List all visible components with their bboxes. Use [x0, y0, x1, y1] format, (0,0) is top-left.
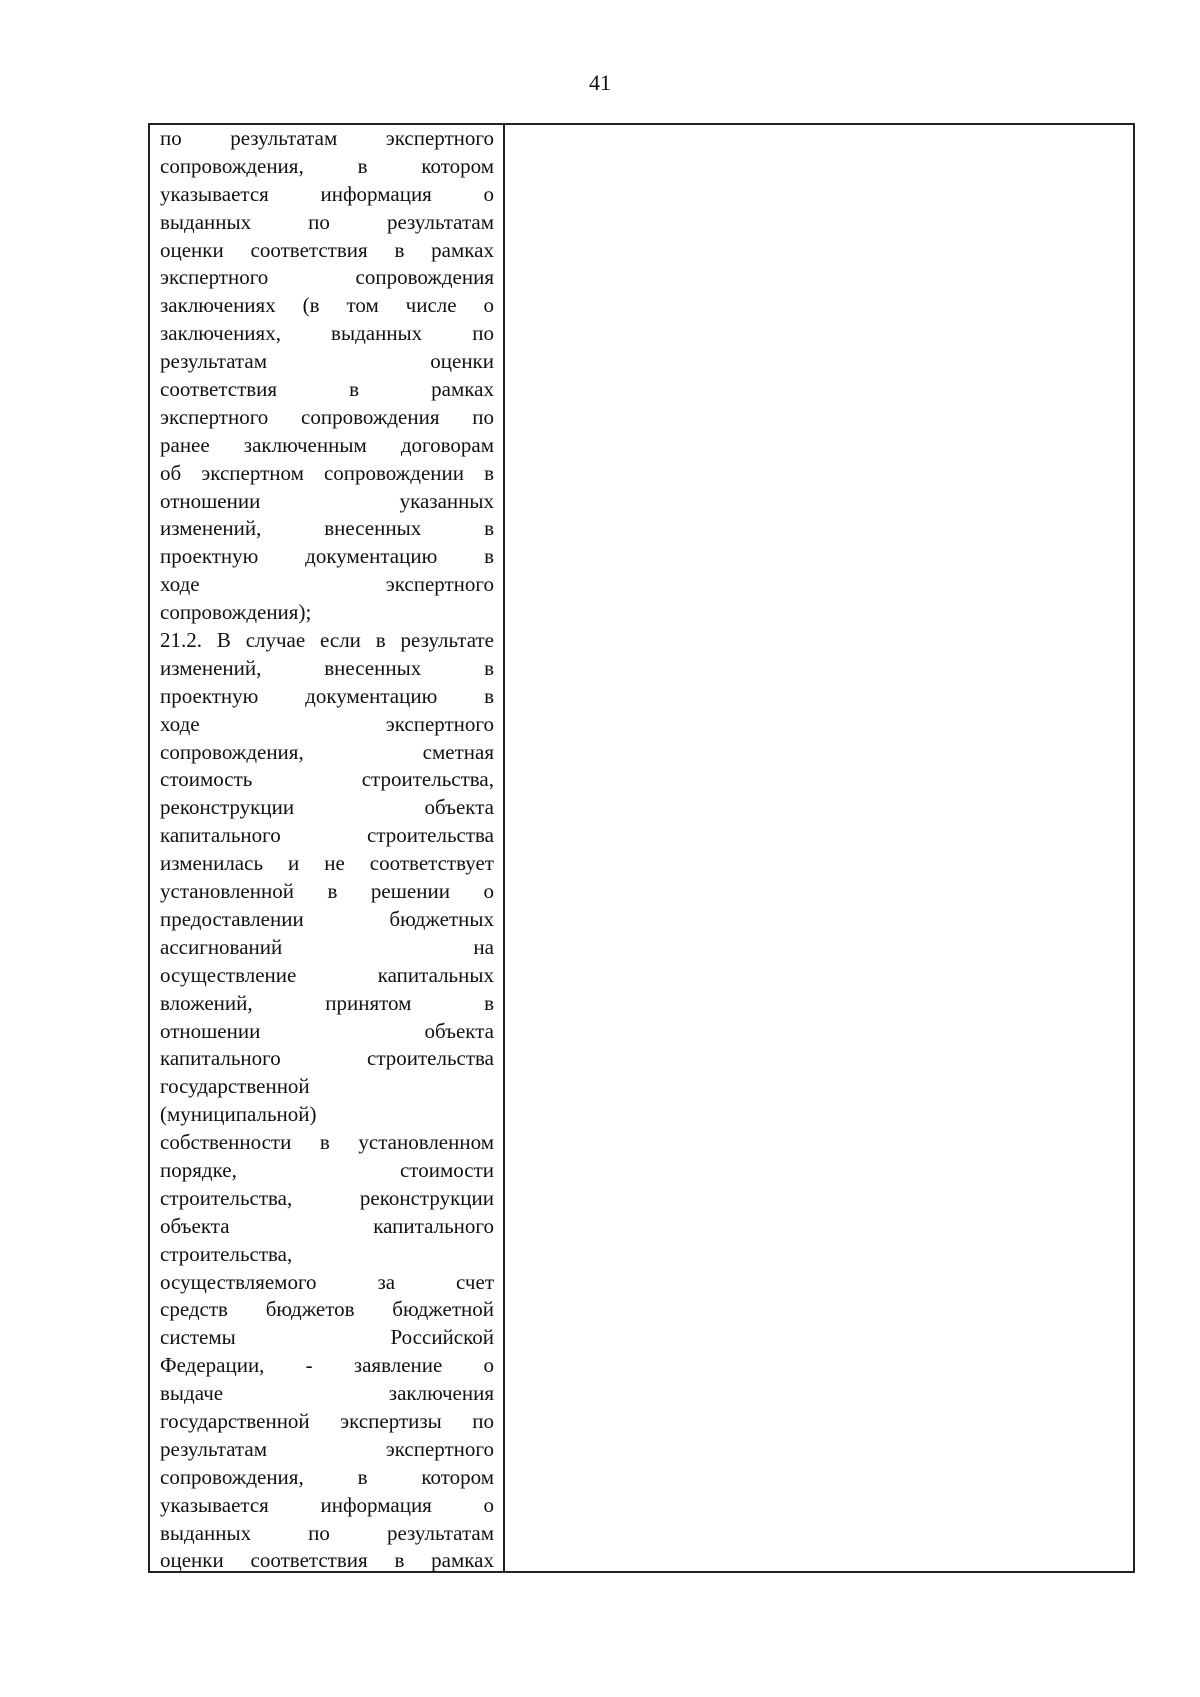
text-line: осуществляемого за счет	[160, 1269, 494, 1294]
text-line: ассигнований на	[160, 934, 494, 959]
text-line: вложений, принятом в	[160, 990, 494, 1015]
text-line: отношении указанных	[160, 488, 494, 513]
text-line: установленной в решении о	[160, 879, 494, 904]
text-line: капитального строительства	[160, 1046, 494, 1071]
text-line: собственности в установленном	[160, 1130, 494, 1155]
text-line: по результатам экспертного	[160, 126, 494, 150]
text-line: строительства, реконструкции	[160, 1185, 494, 1210]
text-line: оценки соответствия в рамках	[160, 237, 494, 262]
text-line: результатам экспертного	[160, 1436, 494, 1461]
text-line: (муниципальной)	[160, 1102, 317, 1127]
text-line: средств бюджетов бюджетной	[160, 1297, 494, 1322]
text-line: ходе экспертного	[160, 572, 494, 597]
text-line: системы Российской	[160, 1325, 494, 1350]
text-line: указывается информация о	[160, 1492, 494, 1517]
text-line: выданных по результатам	[160, 1520, 494, 1545]
text-line: выдаче заключения	[160, 1381, 494, 1406]
text-line: заключениях, выданных по	[160, 321, 494, 346]
text-line: Федерации, - заявление о	[160, 1353, 494, 1378]
text-line: сопровождения, в котором	[160, 1464, 494, 1489]
text-line: оценки соответствия в рамках	[160, 1548, 494, 1573]
table-cell-right	[505, 125, 1133, 1571]
text-line: государственной	[160, 1074, 310, 1099]
text-line: выданных по результатам	[160, 209, 494, 234]
text-line: об экспертном сопровождении в	[160, 460, 494, 485]
text-line: заключениях (в том числе о	[160, 293, 494, 318]
text-line: изменилась и не соответствует	[160, 851, 494, 876]
text-line: государственной экспертизы по	[160, 1408, 494, 1433]
text-line: ранее заключенным договорам	[160, 432, 494, 457]
text-line: соответствия в рамках	[160, 377, 494, 402]
text-line: строительства,	[160, 1241, 293, 1266]
text-line: реконструкции объекта	[160, 795, 494, 820]
text-line: изменений, внесенных в	[160, 655, 494, 680]
text-line: сопровождения, сметная	[160, 739, 494, 764]
text-line: объекта капитального	[160, 1213, 494, 1238]
text-line: экспертного сопровождения	[160, 265, 494, 290]
text-line: сопровождения, в котором	[160, 153, 494, 178]
cell-text	[160, 125, 494, 1575]
text-line: проектную документацию в	[160, 544, 494, 569]
text-line: проектную документацию в	[160, 683, 494, 708]
text-line: порядке, стоимости	[160, 1157, 494, 1182]
text-line: 21.2. В случае если в результате	[160, 628, 494, 653]
text-line: результатам оценки	[160, 349, 494, 374]
document-table	[148, 123, 1135, 1573]
table-cell-left	[150, 125, 505, 1571]
text-line: изменений, внесенных в	[160, 516, 494, 541]
page-number: 41	[589, 70, 611, 95]
text-line: осуществление капитальных	[160, 962, 494, 987]
text-line: указывается информация о	[160, 181, 494, 206]
text-line: капитального строительства	[160, 823, 494, 848]
text-line: стоимость строительства,	[160, 767, 494, 792]
text-line: отношении объекта	[160, 1018, 494, 1043]
text-line: ходе экспертного	[160, 711, 494, 736]
text-line: предоставлении бюджетных	[160, 906, 494, 931]
text-line: экспертного сопровождения по	[160, 404, 494, 429]
text-line: сопровождения);	[160, 600, 312, 625]
